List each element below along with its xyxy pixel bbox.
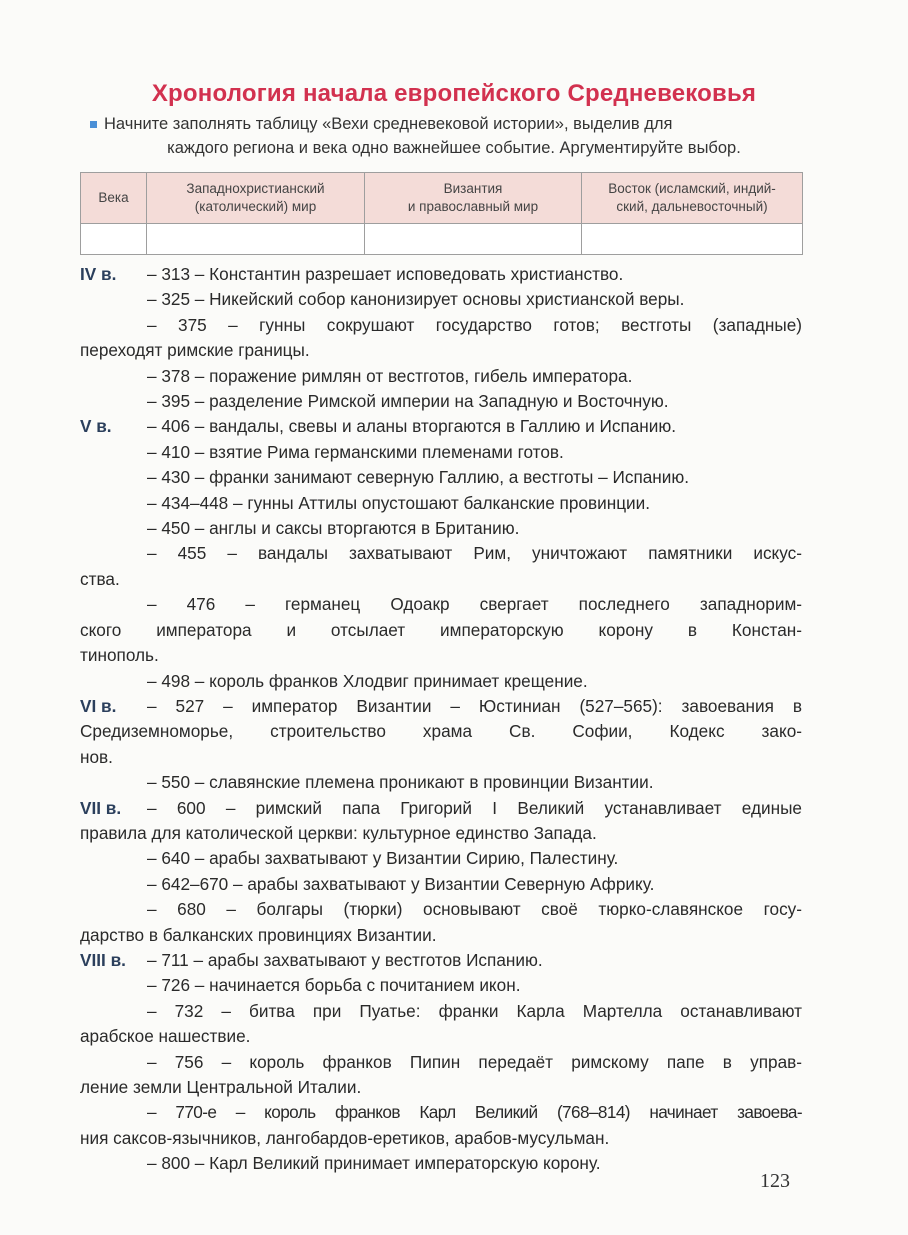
page-title: Хронология начала европейского Средневековья [151,80,757,107]
event-continuation [80,821,802,846]
event-item: – 395 – разделение Римской империи на Западную и Восточную. [147,391,669,412]
event-continuation [80,719,802,770]
century-block-8c [80,1100,802,1125]
event-item: – 642–670 – арабы захватывают у Византии Северную Африку. [147,873,655,894]
event-item: – 455 – вандалы захватывают Рим, уничтожают памятники искус- [147,543,802,564]
event-item: – 476 – германец Одоакр свергает последнего западнорим- [147,594,802,615]
table-cell [365,224,582,255]
event-item-wrap: нов. [80,746,113,767]
header-centuries: Века [81,173,147,224]
event-item: – 430 – франки занимают северную Галлию, а вестготы – Испанию. [147,467,690,488]
chronology-list [80,262,802,1177]
event-item: – 800 – Карл Великий принимает императорскую корону. [147,1153,601,1174]
header-byzantium: Византия и православный мир [365,173,582,224]
table-cell [582,224,803,255]
table-cell [147,224,365,255]
event-item-wrap: ского императора и отсылает императорскую корону в Констан- [80,619,802,640]
century-block-7b [80,846,802,922]
event-item: – 375 – гунны сокрушают государство готов; вестготы (западные) [147,314,802,335]
event-continuation [80,1024,802,1049]
event-continuation [80,1126,802,1151]
event-item: – 378 – поражение римлян от вестготов, гибель императора. [147,365,633,386]
century-block-4b [80,364,802,415]
century-label: IV в. [80,264,117,284]
century-label: V в. [80,416,112,437]
milestones-table [80,172,803,255]
task-line-2: каждого региона и века одно важнейшее событие. Аргументируйте выбор. [167,139,741,157]
header-east: Восток (исламский, индий- ский, дальневосточный) [582,173,803,224]
bullet-square-icon [90,121,97,128]
event-item: – 406 – вандалы, свевы и аланы вторгаются в Галлию и Испанию. [147,416,677,437]
event-item: – 527 – император Византии – Юстиниан (527–565): завоевания в [147,695,802,716]
event-item-wrap: тинополь. [80,645,159,666]
century-block-8b [80,1050,802,1075]
century-block-5b [80,592,802,617]
century-block-7 [80,796,802,821]
event-item-wrap: дарство в балканских провинциях Византии. [80,924,437,945]
event-item: – 732 – битва при Пуатье: франки Карла Мартелла останавливают [147,1000,802,1021]
event-continuation [80,618,802,669]
event-item: – 640 – арабы захватывают у Византии Сирию, Палестину. [147,848,619,869]
event-item: – 680 – болгары (тюрки) основывают своё тюрко-славянское госу- [147,899,802,920]
event-item: – 711 – арабы захватывают у вестготов Испанию. [147,949,543,970]
event-item: – 325 – Никейский собор канонизирует основы христианской веры. [147,289,685,310]
header-western-world: Западнохристианский (католический) мир [147,173,365,224]
event-continuation [80,567,802,592]
event-item: – 756 – король франков Пипин передаёт римскому папе в управ- [147,1051,802,1072]
event-item-wrap: ление земли Центральной Италии. [80,1077,362,1097]
century-block-5 [80,414,802,566]
century-block-6b [80,770,802,795]
event-continuation [80,1075,802,1100]
event-item: – 498 – король франков Хлодвиг принимает крещение. [147,670,588,691]
event-item: – 313 – Константин разрешает исповедовать христианство. [147,264,624,284]
event-continuation [80,338,802,363]
event-item: – 410 – взятие Рима германскими племенами готов. [147,441,564,462]
century-block-5c [80,669,802,694]
century-label: VI в. [80,695,117,716]
century-block-8 [80,948,802,1024]
table-cell [81,224,147,255]
page-number: 123 [760,1170,790,1192]
table-header-row [81,173,803,224]
century-block-6 [80,694,802,719]
task-instruction [104,112,804,160]
event-item-wrap: Средиземноморье, строительство храма Св. Софии, Кодекс зако- [80,721,802,742]
century-label: VIII в. [80,949,126,970]
event-item-wrap: ства. [80,568,120,589]
century-block-8d [80,1151,802,1176]
table-row [81,224,803,255]
event-item: – 450 – англы и саксы вторгаются в Британию. [147,518,520,539]
century-block-4 [80,262,802,338]
event-item: – 600 – римский папа Григорий I Великий устанавливает единые [147,797,802,818]
event-item-wrap: ния саксов-язычников, лангобардов-еретиков, арабов-мусульман. [80,1127,610,1148]
event-item: – 434–448 – гунны Аттилы опустошают балканские провинции. [147,492,651,513]
event-item: – 550 – славянские племена проникают в провинции Византии. [147,772,654,793]
event-item-wrap: переходят римские границы. [80,340,310,361]
event-item: – 726 – начинается борьба с почитанием икон. [147,975,521,996]
event-item-wrap: арабское нашествие. [80,1026,251,1047]
event-item: – 770-е – король франков Карл Великий (768–814) начинает завоева- [147,1102,802,1123]
task-line-1: Начните заполнять таблицу «Вехи средневековой истории», выделив для [104,115,673,133]
century-label: VII в. [80,797,122,818]
event-item-wrap: правила для католической церкви: культурное единство Запада. [80,822,597,843]
event-continuation [80,923,802,948]
